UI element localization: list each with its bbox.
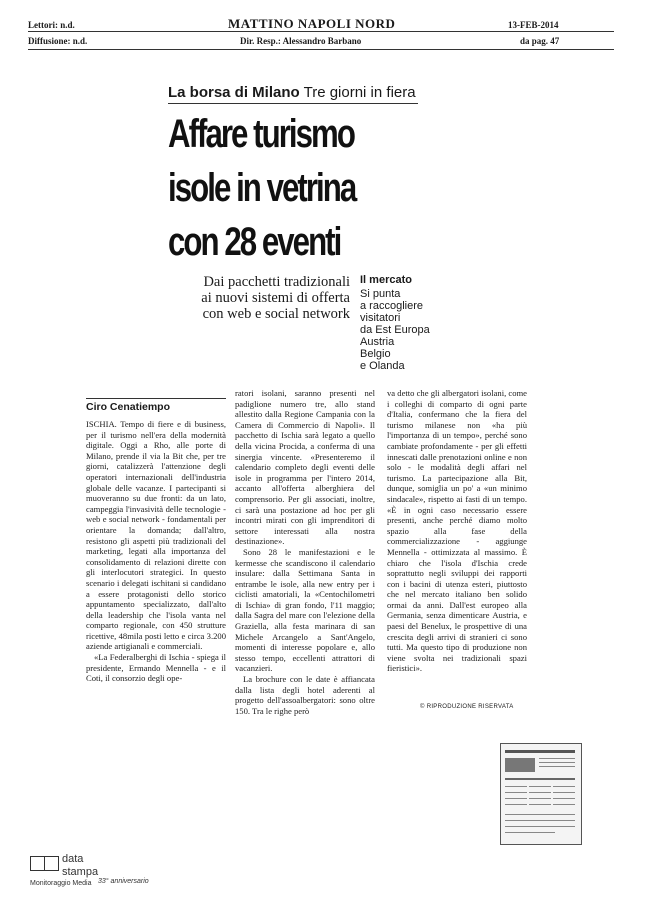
headline-line-2: isole in vetrina [168,166,356,210]
article-column-2 [235,388,375,733]
side-text-line: a raccogliere [360,300,423,312]
logo-anniversary: 33° anniversario [98,878,149,885]
reproduction-notice: © RIPRODUZIONE RISERVATA [420,704,514,710]
subhead-line: ai nuovi sistemi di offerta [201,290,350,306]
publication-date: 13-FEB-2014 [508,20,559,30]
side-text-line: visitatori [360,312,401,324]
logo-subtitle: Monitoraggio Media [30,880,92,887]
logo-text-data: data [62,853,84,865]
kicker-bold: La borsa di Milano [168,84,300,101]
paragraph: ISCHIA. Tempo di fiere e di business, per il turismo nell'era della modernità digitale. Oggi a Rho, alle porte di Milano, prende il via la Bit che, per tre giorni, catalizzerà l'attenzione degli operatori internazionali dell'industria globale delle vacanze. I partecipanti si muoveranno su due fronti: da un lato, campeggia l'invasività delle tecnologie - web e social network - fondamentali per orientare la domanda; dall'altro, resistono gli aspetti più tradizionali del marketing, legati alla importanza del consolidamento di relazioni dirette con gli interlocutori strategici. In questo scenario i delegati ischitani si candidano a essere protagonisti dello storico appuntamento specializzato, dall'alto della leadership che l'isola vanta nel comparto regionale, con 450 strutture ricettive, 48mila posti letto e circa 3.200 aziende artigianali e commerciali. [86,419,226,652]
paragraph: va detto che gli albergatori isolani, come i colleghi di comparto di ogni parte d'Italia, confermano che la fiera del turismo milanese non «ha più l'importanza di un tempo», perché sono cambiate profondamente - per gli effetti innescati dalle prenotazioni online e non solo - le modalità degli affari nel turismo. La partecipazione alla Bit, dunque, somiglia un po' a «un minimo sindacale», rispetto ai fasti di un tempo. «È in ogni caso necessario essere presenti, anche perché diamo molto spazio alla fase della commercializzazione - aggiunge Mennella - ottimizzata al massimo. È chiaro che l'isola d'Ischia crede soprattutto negli sviluppi dei rapporti con i bacini di utenza esteri, piuttosto che nel mercato italiano ben solido ormai da anni. Dall'est europeo alla Germania, senza dimenticare Austria, e paesi del Benelux, le prospettive di una crescita degli arrivi di stranieri ci sono tutti. Ma questo tipo di produzione non viene svolta nei tradizionali spazi fieristici». [387,388,527,674]
page-reference: da pag. 47 [520,36,560,46]
side-text-line: e Olanda [360,360,405,372]
headline-line-1: Affare turismo [168,112,354,156]
article-column-1 [86,419,226,729]
readers-info: Lettori: n.d. [28,20,75,30]
logo-square-icon [30,856,45,871]
header-rule [28,31,614,32]
paragraph: ratori isolani, saranno presenti nel padiglione numero tre, allo stand allestito dalla Regione Campania con la Camera di Commercio di Napoli». Il pacchetto di Ischia sarà legato a quello della vicina Procida, a conferma di una sinergia vincente. «Presenteremo il calendario completo degli eventi delle isole in programma per l'intero 2014, accanto all'offerta alberghiera del comprensorio. Per gli associati, inoltre, ci sarà una postazione ad hoc per gli incontri mirati con gli imprenditori di settore interessati alla nostra destinazione». [235,388,375,547]
byline: Ciro Cenatiempo [86,401,171,413]
page-thumbnail [500,743,582,845]
paragraph: La brochure con le date è affiancata dalla lista degli hotel aderenti al progetto dell'assoalbergatori: sono oltre 150. Tra le righe però [235,674,375,716]
logo-square-icon [44,856,59,871]
side-label: Il mercato [360,274,412,286]
header-rule-bottom [28,49,614,50]
circulation-info: Diffusione: n.d. [28,36,88,46]
paragraph: «La Federalberghi di Ischia - spiega il presidente, Ermando Mennella - e il Coti, il consorzio degli ope- [86,652,226,684]
side-text-line: da Est Europa [360,324,430,336]
side-text [360,288,430,372]
subhead-line: Dai pacchetti tradizionali [203,274,350,290]
paragraph: Sono 28 le manifestazioni e le kermesse che scandiscono il calendario insulare: dalla Settimana Santa in entrambe le isole, alla new entry per i ciclisti amatoriali, la «Centochilometri di Ischia» di gran fondo, l'11 maggio; dalla Sagra del mare con l'elezione della Graziella, alla festa marinara di san Michele Arcangelo a Sant'Angelo, momenti di interesse popolare e, allo stesso tempo, eccellenti attrattori di vacanzieri. [235,546,375,674]
article-column-3 [387,388,527,688]
side-text-line: Si punta [360,288,401,300]
newspaper-name: MATTINO NAPOLI NORD [228,16,396,31]
kicker [168,84,416,101]
byline-rule [86,398,226,399]
kicker-rest: Tre giorni in fiera [303,84,416,101]
logo-text-stampa: stampa [62,866,99,878]
subhead-line: con web e social network [202,306,350,322]
subheadline [170,274,350,322]
side-text-line: Belgio [360,348,391,360]
headline-line-3: con 28 eventi [168,220,341,264]
side-text-line: Austria [360,336,395,348]
kicker-rule [168,103,418,104]
director-info: Dir. Resp.: Alessandro Barbano [240,36,362,46]
